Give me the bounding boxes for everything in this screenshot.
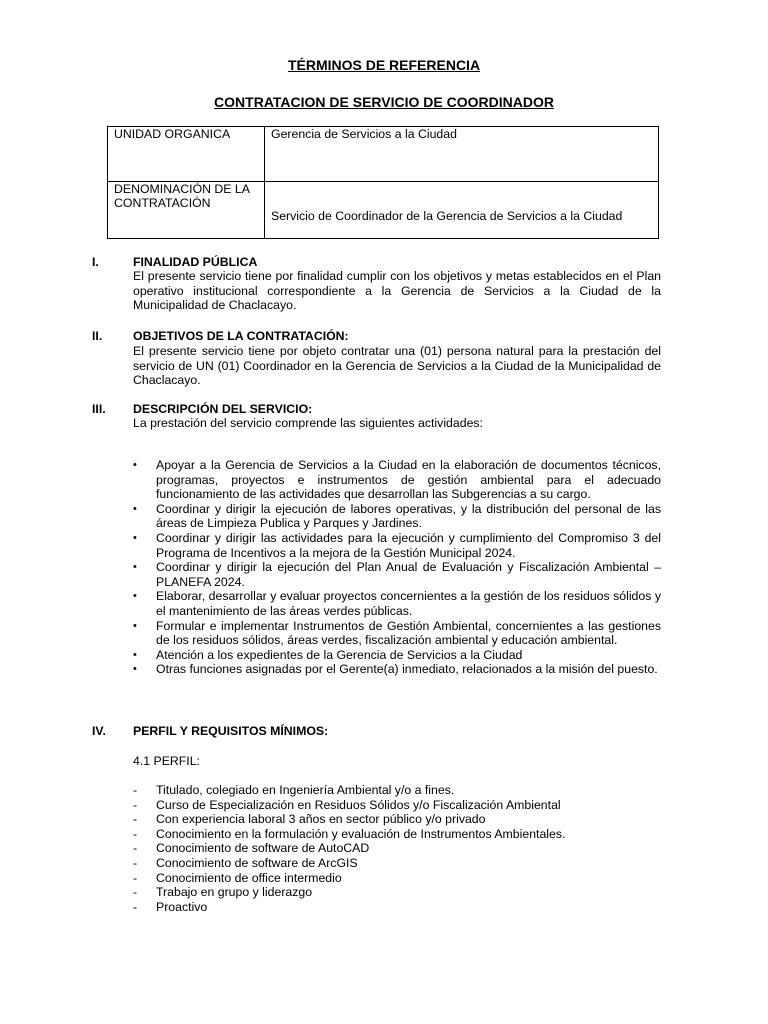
list-item-text: Atención a los expedientes de la Gerencia de Servicios a la Ciudad	[156, 647, 523, 662]
bullet-icon: •	[133, 561, 137, 574]
info-table	[107, 126, 659, 239]
list-item	[133, 531, 661, 560]
list-item	[133, 648, 661, 663]
list-item-text: Coordinar y dirigir la ejecución del Plan Anual de Evaluación y Fiscalización Ambiental – PLANEFA 2024.	[156, 560, 661, 589]
list-item	[133, 827, 565, 842]
list-item	[133, 458, 661, 502]
profile-list	[133, 783, 565, 914]
section-heading: PERFIL Y REQUISITOS MÍNIMOS:	[133, 724, 329, 738]
list-item-text: Conocimiento de software de ArcGIS	[156, 855, 358, 870]
bullet-icon: •	[133, 663, 137, 676]
list-item	[133, 619, 661, 648]
list-item	[133, 589, 661, 618]
list-item	[133, 662, 661, 677]
section-number: I.	[92, 255, 99, 269]
document-title: TÉRMINOS DE REFERENCIA	[287, 57, 481, 73]
list-item	[133, 560, 661, 589]
list-item-text: Conocimiento de office intermedio	[156, 870, 342, 885]
list-item	[133, 871, 565, 886]
document-subtitle: CONTRATACION DE SERVICIO DE COORDINADOR	[214, 94, 554, 110]
list-item	[133, 900, 565, 915]
label-line: DENOMINACIÓN DE LA	[114, 182, 250, 196]
label-line: CONTRATACIÓN	[114, 196, 211, 210]
list-item-text: Titulado, colegiado en Ingeniería Ambiental y/o a fines.	[156, 783, 455, 797]
section-heading: OBJETIVOS DE LA CONTRATACIÓN:	[133, 329, 349, 343]
list-item	[133, 856, 565, 871]
dash-icon: -	[133, 797, 138, 812]
list-item-text: Proactivo	[156, 899, 208, 914]
list-item	[133, 812, 565, 827]
subsection-heading: 4.1 PERFIL:	[133, 754, 200, 768]
bullet-icon: •	[133, 502, 137, 515]
dash-icon: -	[133, 826, 138, 841]
section-heading: DESCRIPCIÓN DEL SERVICIO:	[133, 402, 313, 416]
table-value-denominacion: Servicio de Coordinador de la Gerencia de Servicios a la Ciudad	[265, 182, 659, 239]
list-item-text: Con experiencia laboral 3 años en sector público y/o privado	[156, 812, 486, 827]
section-number: IV.	[92, 724, 106, 738]
list-item-text: Coordinar y dirigir las actividades para la ejecución y cumplimiento del Compromiso 3 del Programa de Incentivos a la mejora de la Gestión Municipal 2024.	[156, 530, 661, 560]
section-heading: FINALIDAD PÚBLICA	[133, 255, 258, 269]
table-label-denominacion	[108, 182, 265, 239]
bullet-icon: •	[133, 648, 137, 661]
list-item-text: Trabajo en grupo y liderazgo	[156, 885, 313, 900]
dash-icon: -	[133, 812, 138, 827]
dash-icon: -	[133, 855, 138, 870]
table-value-unidad: Gerencia de Servicios a la Ciudad	[265, 127, 659, 182]
list-item-text: Conocimiento en la formulación y evaluación de Instrumentos Ambientales.	[156, 826, 566, 841]
dash-icon: -	[133, 783, 138, 797]
list-item	[133, 502, 661, 531]
table-row	[108, 127, 659, 182]
list-item	[133, 783, 565, 798]
list-item-text: Coordinar y dirigir la ejecución de labores operativas, y la distribución del personal de las áreas de Limpieza Publica y Parques y Jardines.	[156, 501, 661, 531]
table-row	[108, 182, 659, 239]
list-item-text: Apoyar a la Gerencia de Servicios a la Ciudad en la elaboración de documentos técnicos, programas, proyectos e instrumentos de gestión ambiental para el adecuado funcionamiento de las actividades que desarrollan las Subgerencias a su cargo.	[156, 458, 661, 502]
section-paragraph: El presente servicio tiene por finalidad cumplir con los objetivos y metas establecidos en el Plan operativo institucional correspondiente a la Gerencia de Servicios a la Ciudad de la Municipalidad de Chaclacayo.	[133, 269, 661, 313]
list-item-text: Conocimiento de software de AutoCAD	[156, 841, 370, 856]
section-paragraph: El presente servicio tiene por objeto contratar una (01) persona natural para la prestación del servicio de UN (01) Coordinador en la Gerencia de Servicios a la Ciudad de la Municipalidad de Chaclacayo.	[133, 344, 661, 388]
dash-icon: -	[133, 841, 138, 856]
bullet-icon: •	[133, 531, 137, 544]
section-intro: La prestación del servicio comprende las siguientes actividades:	[133, 416, 483, 430]
bullet-icon: •	[133, 619, 137, 632]
dash-icon: -	[133, 885, 138, 900]
bullet-icon: •	[133, 459, 137, 471]
list-item-text: Formular e implementar Instrumentos de Gestión Ambiental, concernientes a las gestiones de los residuos sólidos, áreas verdes, fiscalización ambiental y educación ambiental.	[156, 618, 661, 648]
dash-icon: -	[133, 870, 138, 885]
list-item	[133, 841, 565, 856]
table-label-unidad: UNIDAD ORGANICA	[108, 127, 265, 182]
list-item-text: Curso de Especialización en Residuos Sólidos y/o Fiscalización Ambiental	[156, 797, 561, 812]
list-item	[133, 798, 565, 813]
list-item-text: Elaborar, desarrollar y evaluar proyectos concernientes a la gestión de los residuos sólidos y el mantenimiento de las áreas verdes públicas.	[156, 589, 661, 618]
list-item-text: Otras funciones asignadas por el Gerente(a) inmediato, relacionados a la misión del puesto.	[156, 662, 658, 677]
section-number: II.	[92, 329, 103, 343]
list-item	[133, 885, 565, 900]
dash-icon: -	[133, 899, 138, 914]
activities-list	[133, 458, 661, 677]
bullet-icon: •	[133, 590, 137, 603]
section-number: III.	[92, 402, 106, 416]
